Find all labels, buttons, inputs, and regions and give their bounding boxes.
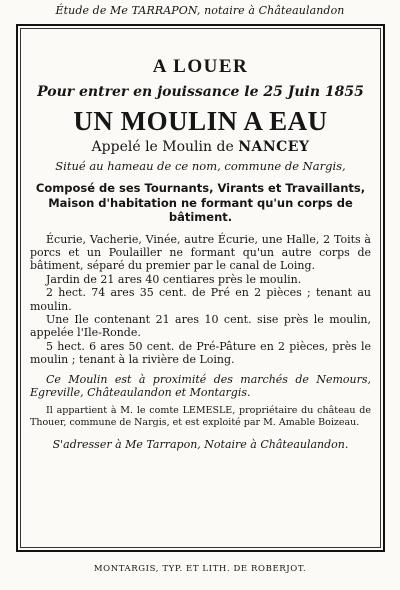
description-body [30,233,371,367]
description-paragraph: Écurie, Vacherie, Vinée, autre Écurie, une Halle, 2 Toits à porcs et un Poulailler ne formant qu'un autre corps de bâtiment, séparé du premier par le canal de Loing. [30,232,371,273]
poster-content [24,56,377,452]
proximity-paragraph: Ce Moulin est à proximité des marchés de Nemours, Egreville, Châteaulandon et Montargis. [30,372,371,399]
composed-paragraph: Composé de ses Tournants, Virants et Travaillants, Maison d'habitation ne formant qu'un corps de bâtiment. [35,181,366,224]
description-paragraph: Une Ile contenant 21 ares 10 cent. sise près le moulin, appelée l'Ile-Ronde. [30,312,371,340]
printer-footer: MONTARGIS, TYP. ET LITH. DE ROBERJOT. [93,564,307,574]
headline-moulin: UN MOULIN A EAU [73,106,328,136]
description-paragraph: Jardin de 21 ares 40 centiares près le moulin. [46,272,302,286]
called-name: NANCEY [238,139,310,155]
subtitle-entry-date: Pour entrer en jouissance le 25 Juin 1855 [37,84,364,100]
proximity-block [30,373,371,400]
contact-line: S'adresser à Me Tarrapon, Notaire à Châteaulandon. [52,438,349,452]
called-prefix: Appelé le Moulin de [91,139,234,155]
title-a-louer: A LOUER [152,56,249,77]
called-line [24,138,377,156]
situated-line: Situé au hameau de ce nom, commune de Nargis, [55,159,346,173]
owner-block [30,405,371,429]
notary-header: Étude de Me TARRAPON, notaire à Châteaulandon [55,4,345,17]
owner-paragraph: Il appartient à M. le comte LEMESLE, propriétaire du château de Thouer, commune de Nargis, et est exploité par M. Amable Boizeau. [30,405,371,429]
description-paragraph: 2 hect. 74 ares 35 cent. de Pré en 2 pièces ; tenant au moulin. [30,286,371,313]
description-paragraph: 5 hect. 6 ares 50 cent. de Pré-Pâture en 2 pièces, près le moulin ; tenant à la rivière de Loing. [30,339,371,367]
